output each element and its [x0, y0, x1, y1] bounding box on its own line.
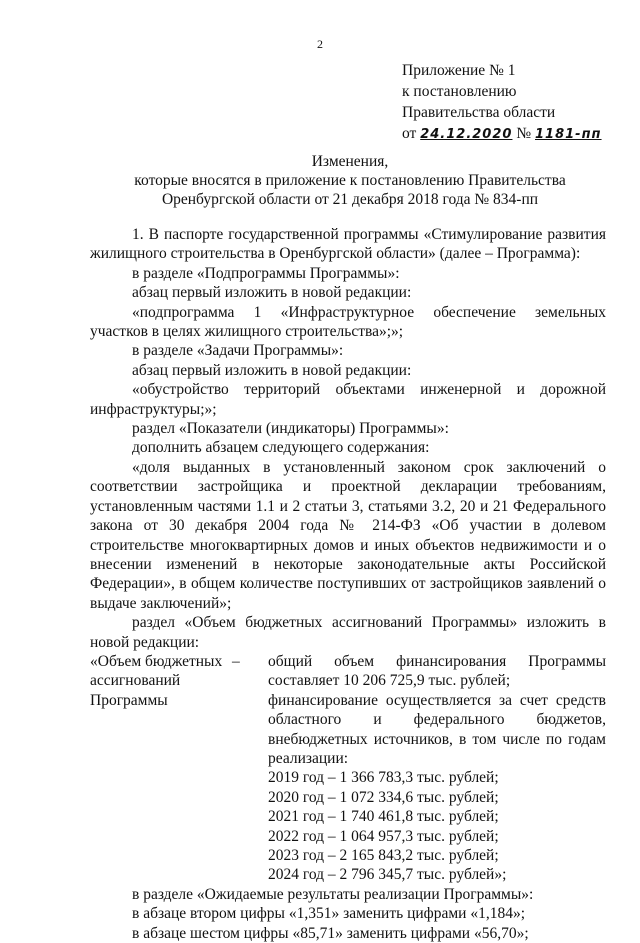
paragraph: в разделе «Ожидаемые результаты реализации Программы»:	[132, 885, 534, 903]
funding-year-item: 2022 год – 1 064 957,3 тыс. рублей;	[268, 827, 499, 845]
paragraph: раздел «Показатели (индикаторы) Программы»:	[132, 420, 449, 438]
funding-year-item: 2024 год – 2 796 345,7 тыс. рублей»;	[268, 866, 507, 884]
title-line-1: Изменения,	[311, 153, 389, 170]
appendix-line-3: Правительства области	[402, 104, 556, 121]
funding-year-item: 2021 год – 1 740 461,8 тыс. рублей;	[268, 808, 499, 826]
funding-year-item: 2020 год – 1 072 334,6 тыс. рублей;	[268, 788, 499, 806]
paragraph: «подпрограмма 1 «Инфраструктурное обеспечение земельных участков в целях жилищного строительства»;»;	[90, 303, 606, 341]
paragraph: абзац первый изложить в новой редакции:	[132, 284, 412, 302]
title-line-3: Оренбургской области от 21 декабря 2018 года № 834-пп	[161, 191, 539, 208]
passport-row	[90, 652, 606, 768]
page-number: 2	[317, 37, 323, 51]
passport-label: «Объем бюджетных ассигнований Программы	[90, 652, 223, 709]
funding-years-list	[90, 768, 606, 884]
passport-value	[268, 652, 606, 768]
document-title	[90, 152, 610, 209]
title-line-2: которые вносятся в приложение к постановлению Правительства	[134, 172, 566, 189]
paragraph: раздел «Объем бюджетных ассигнований Программы» изложить в новой редакции:	[90, 614, 606, 651]
paragraph: в абзаце втором цифры «1,351» заменить цифрами «1,184»;	[132, 905, 525, 923]
appendix-date-line	[402, 123, 622, 145]
funding-year-item: 2023 год – 2 165 843,2 тыс. рублей;	[268, 847, 499, 864]
paragraph: в разделе «Подпрограммы Программы»:	[132, 264, 400, 282]
appendix-line-1: Приложение № 1	[402, 62, 516, 79]
funding-year-item: 2019 год – 1 366 783,3 тыс. рублей;	[268, 769, 499, 787]
paragraph: 1. В паспорте государственной программы «Стимулирование развития жилищного строительства в Оренбургской области» (далее – Программа):	[90, 226, 606, 263]
passport-value-1: общий объем финансирования Программы составляет 10 206 725,9 тыс. рублей;	[268, 652, 606, 690]
passport-dash: –	[232, 652, 240, 670]
date-prefix: от	[402, 125, 417, 142]
handwritten-number: 1181-пп	[535, 127, 602, 142]
passport-value-2: финансирование осуществляется за счет средств областного и федерального бюджетов, внебюджетных источников, в том числе по годам реализации:	[268, 691, 606, 767]
handwritten-date: 24.12.2020	[420, 127, 513, 142]
paragraph: «доля выданных в установленный законом срок заключений о соответствии застройщика и проектной декларации требованиям, установленным частями 1.1 и 2 статьи 3, статьями 3.2, 20 и 21 Федерального закона от 30 декабря 2004 года № 214-ФЗ «Об участии в долевом строительстве многоквартирных домов и иных объектов недвижимости и о внесении изменений в некоторые законодательные акты Российской Федерации», в общем количестве поступивших от застройщиков заявлений о выдаче заключений»;	[90, 458, 606, 612]
document-body	[90, 225, 606, 943]
appendix-block	[402, 60, 622, 145]
paragraph: абзац первый изложить в новой редакции:	[132, 361, 412, 379]
paragraph: дополнить абзацем следующего содержания:	[132, 439, 430, 457]
paragraph: в абзаце шестом цифры «85,71» заменить цифрами «56,70»;	[132, 924, 529, 942]
paragraph: в разделе «Задачи Программы»:	[132, 342, 344, 360]
appendix-line-2: к постановлению	[402, 83, 517, 100]
number-prefix: №	[516, 125, 532, 142]
paragraph: «обустройство территорий объектами инженерной и дорожной инфраструктуры;»;	[90, 381, 606, 418]
